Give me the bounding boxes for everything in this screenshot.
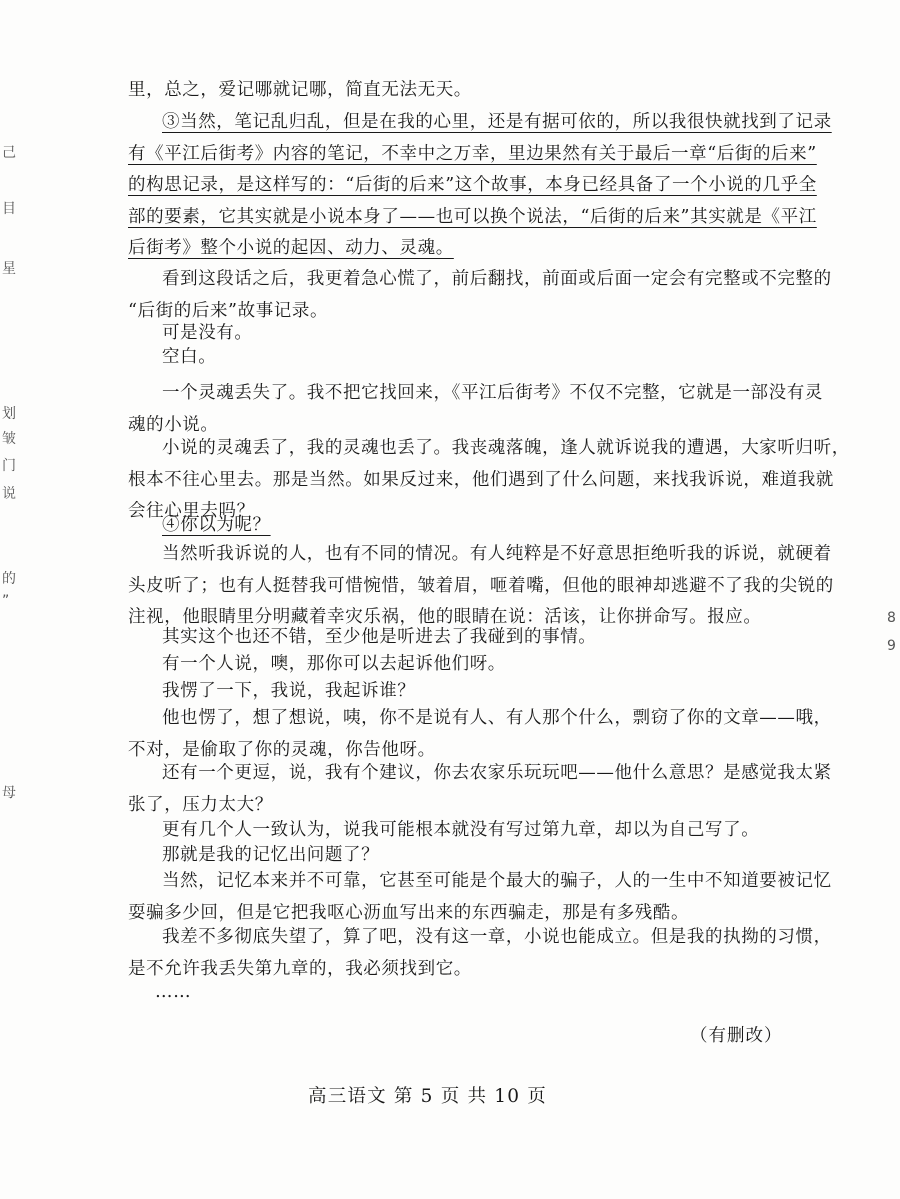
text-line: 耍骗多少回，但是它把我呕心沥血写出来的东西骗走，那是有多残酷。 bbox=[128, 902, 690, 923]
text-line: 他也愣了，想了想说，咦，你不是说有人、有人那个什么，剽窃了你的文章——哦， bbox=[162, 708, 832, 728]
margin-mark: 己 bbox=[2, 145, 16, 161]
paragraph-3-underlined bbox=[0, 107, 832, 265]
text-line: 注视，他眼睛里分明藏着幸灾乐祸，他的眼睛在说：活该，让你拼命写。报应。 bbox=[128, 607, 762, 627]
margin-mark: 门 bbox=[2, 458, 16, 474]
text-line: 是不允许我丢失第九章的，我必须找到它。 bbox=[128, 958, 472, 979]
text-line: …… bbox=[155, 982, 192, 1002]
margin-mark: 说 bbox=[2, 486, 16, 502]
text-line: 更有几个人一致认为，说我可能根本就没有写过第九章，却以为自己写了。 bbox=[162, 820, 760, 840]
text-line: 会往心里去吗？ bbox=[128, 501, 255, 521]
text-line: 还有一个更逗，说，我有个建议，你去农家乐玩玩吧——他什么意思？是感觉我太紧 bbox=[162, 763, 832, 783]
margin-mark: 星 bbox=[2, 261, 16, 277]
text-line: 有一个人说，噢，那你可以去起诉他们呀。 bbox=[162, 654, 506, 674]
paragraph bbox=[0, 75, 472, 107]
paragraph bbox=[0, 922, 832, 985]
text-line: 张了，压力太大？ bbox=[128, 794, 273, 815]
margin-mark: 8 bbox=[887, 610, 896, 626]
text-line: 里，总之，爱记哪就记哪，简直无法无天。 bbox=[128, 80, 472, 100]
text-line: 一个灵魂丢失了。我不把它找回来，《平江后街考》不仅不完整，它就是一部没有灵 bbox=[162, 383, 823, 403]
text-line: 部的要素，它其实就是小说本身了——也可以换个说法，“后街的后来”其实就是《平江 bbox=[128, 206, 817, 227]
paragraph bbox=[0, 866, 832, 929]
margin-mark: 目 bbox=[2, 201, 16, 217]
text-line: 当然听我诉说的人，也有不同的情况。有人纯粹是不好意思拒绝听我的诉说，就硬着 bbox=[162, 544, 832, 564]
text-line: ③当然，笔记乱归乱，但是在我的心里，还是有据可依的，所以我很快就找到了记录 bbox=[162, 112, 832, 132]
margin-mark: 9 bbox=[887, 638, 896, 654]
paragraph bbox=[0, 342, 216, 374]
paragraph bbox=[0, 703, 832, 766]
text-line: 的构思记录，是这样写的：“后街的后来”这个故事，本身已经具备了一个小说的几乎全 bbox=[128, 175, 817, 195]
paragraph bbox=[0, 539, 834, 634]
paragraph-4-underlined bbox=[0, 510, 271, 542]
margin-mark: 的 bbox=[2, 571, 16, 587]
text-line: 魂的小说。 bbox=[128, 414, 219, 435]
text-line: 后街考》整个小说的起因、动力、灵魂。 bbox=[128, 238, 454, 258]
text-line: 有《平江后街考》内容的笔记，不幸中之万幸，里边果然有关于最后一章“后街的后来” bbox=[128, 143, 817, 164]
margin-mark: ” bbox=[2, 593, 10, 609]
text-line: 当然，记忆本来并不可靠，它甚至可能是个最大的骗子，人的一生中不知道要被记忆 bbox=[162, 871, 832, 891]
source-note: （有删改） bbox=[690, 1026, 783, 1046]
text-line: 其实这个也还不错，至少他是听进去了我碰到的事情。 bbox=[162, 627, 597, 647]
paragraph-ellipsis bbox=[0, 977, 191, 1009]
text-line: 那就是我的记忆出问题了？ bbox=[162, 845, 380, 865]
margin-mark: 皱 bbox=[2, 431, 16, 447]
text-line: 看到这段话之后，我更着急心慌了，前后翻找，前面或后面一定会有完整或不完整的 bbox=[162, 269, 832, 289]
text-line: 头皮听了；也有人挺替我可惜惋惜，皱着眉，咂着嘴，但他的眼神却逃避不了我的尖锐的 bbox=[128, 575, 834, 596]
text-line: 根本不往心里去。那是当然。如果反过来，他们遇到了什么问题，来找我诉说，难道我就 bbox=[128, 469, 834, 490]
page-footer: 高三语文 第 5 页 共 10 页 bbox=[308, 1086, 547, 1107]
text-line: 可是没有。 bbox=[162, 323, 253, 343]
text-line: 空白。 bbox=[162, 347, 217, 367]
text-line: ④你以为呢？ bbox=[162, 515, 271, 535]
paragraph bbox=[0, 758, 832, 821]
margin-mark: 母 bbox=[2, 785, 16, 801]
text-line: 小说的灵魂丢了，我的灵魂也丢了。我丧魂落魄，逢人就诉说我的遭遇，大家听归听， bbox=[162, 438, 850, 458]
text-line: 我愣了一下，我说，我起诉谁？ bbox=[162, 681, 416, 701]
margin-mark: 划 bbox=[2, 406, 16, 422]
text-line: “后街的后来”故事记录。 bbox=[128, 300, 329, 321]
paragraph bbox=[0, 378, 823, 441]
text-line: 我差不多彻底失望了，算了吧，没有这一章，小说也能成立。但是我的执拗的习惯， bbox=[162, 927, 832, 947]
text-line: 不对，是偷取了你的灵魂，你告他呀。 bbox=[128, 739, 436, 760]
